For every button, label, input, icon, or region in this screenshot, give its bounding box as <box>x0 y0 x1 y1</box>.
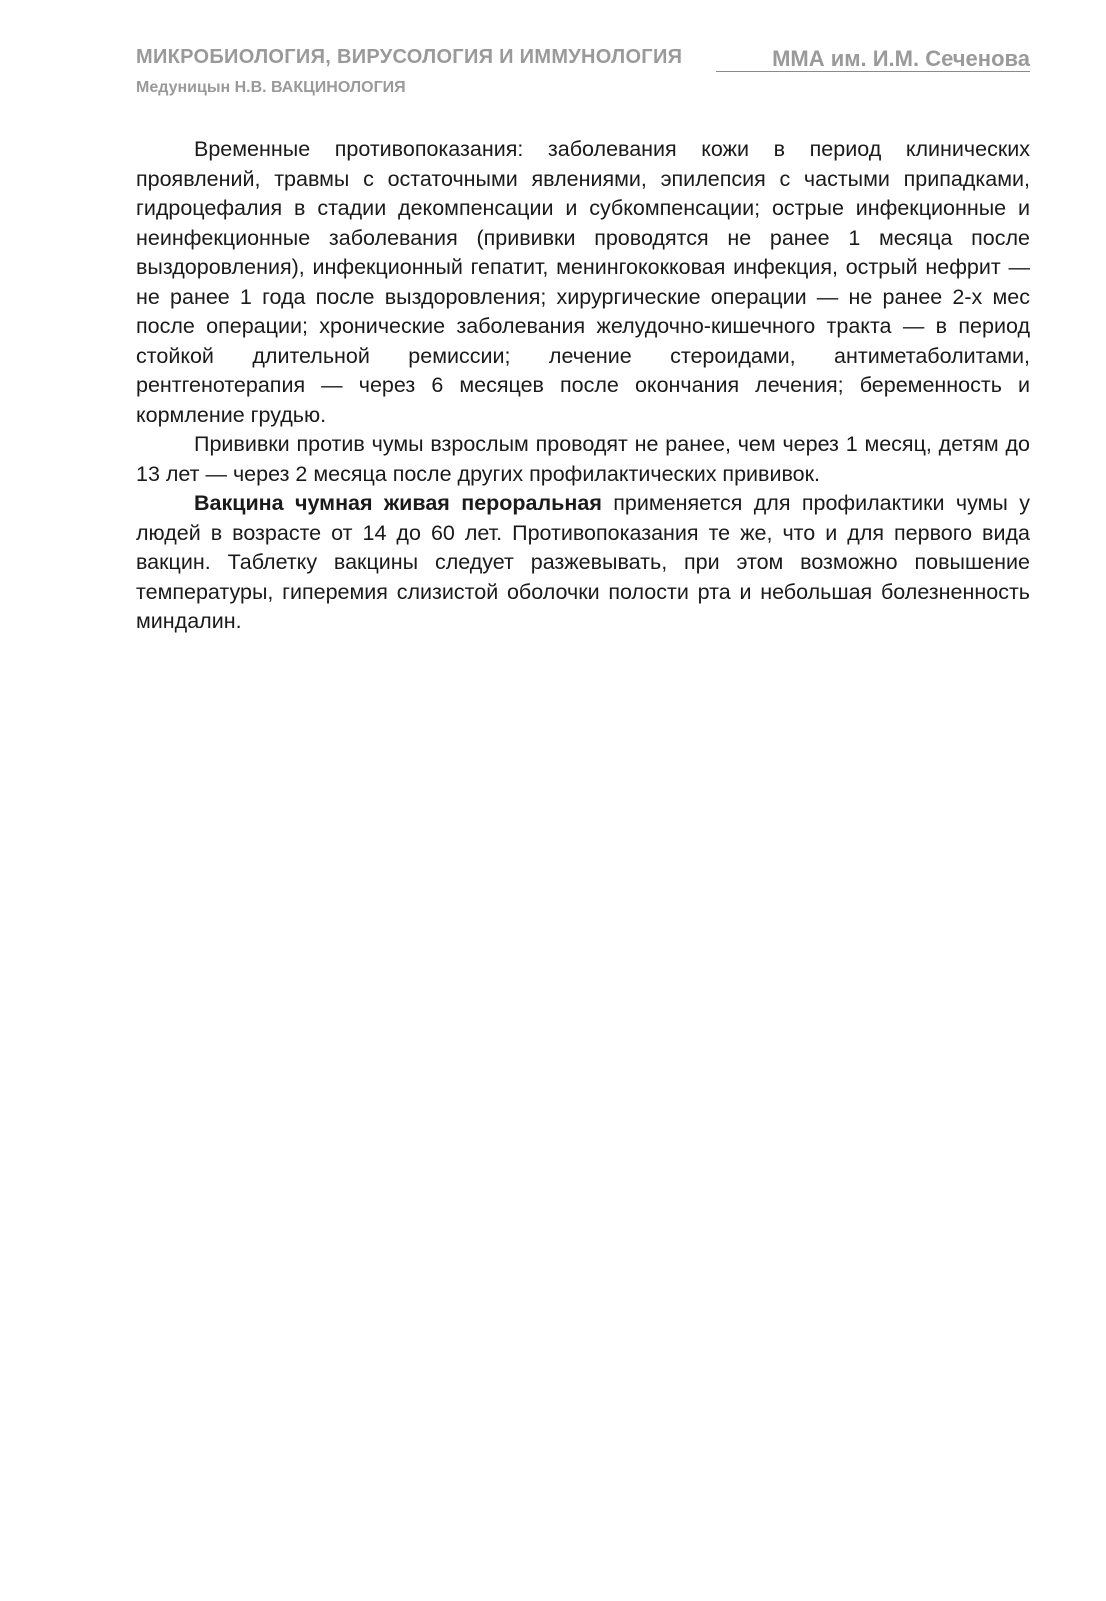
paragraph-vaccination-timing: Прививки против чумы взрослым проводят не ранее, чем через 1 месяц, детям до 13 лет — через 2 месяца после других профилактических прививок. <box>136 432 1030 486</box>
institution-name: ММА им. И.М. Сеченова <box>772 46 1030 71</box>
paragraph-oral-vaccine <box>136 489 1030 637</box>
course-title: МИКРОБИОЛОГИЯ, ВИРУСОЛОГИЯ И ИММУНОЛОГИЯ <box>136 46 683 68</box>
body-text <box>136 135 1030 637</box>
oral-vaccine-description: применяется для профилактики чумы у людей в возрасте от 14 до 60 лет. Противопоказания те же, что и для первого вида вакцин. Таблетку вакцины следует разжевывать, при этом возможно повышение температуры, гиперемия слизистой оболочки полости рта и небольшая болезненность миндалин. <box>136 491 1031 633</box>
running-header <box>136 46 1030 94</box>
oral-vaccine-name: Вакцина чумная живая пероральная <box>194 491 602 515</box>
paragraph-contraindications: Временные противопоказания: заболевания кожи в период клинических проявлений, травмы с остаточными явлениями, эпилепсия с частыми припадками, гидроцефалия в стадии декомпенсации и субкомпенсации; острые инфекционные и неинфекционные заболевания (прививки проводятся не ранее 1 месяца после выздоровления), инфекционный гепатит, менингококковая инфекция, острый нефрит — не ранее 1 года после выздоровления; хирургические операции — не ранее 2-х мес после операции; хронические заболевания желудочно-кишечного тракта — в период стойкой длительной ремиссии; лечение стероидами, антиметаболитами, рентгенотерапия — через 6 месяцев после окончания лечения; беременность и кормление грудью. <box>136 137 1030 427</box>
author-book-title: Медуницын Н.В. ВАКЦИНОЛОГИЯ <box>136 79 406 96</box>
header-rule <box>716 71 1030 72</box>
